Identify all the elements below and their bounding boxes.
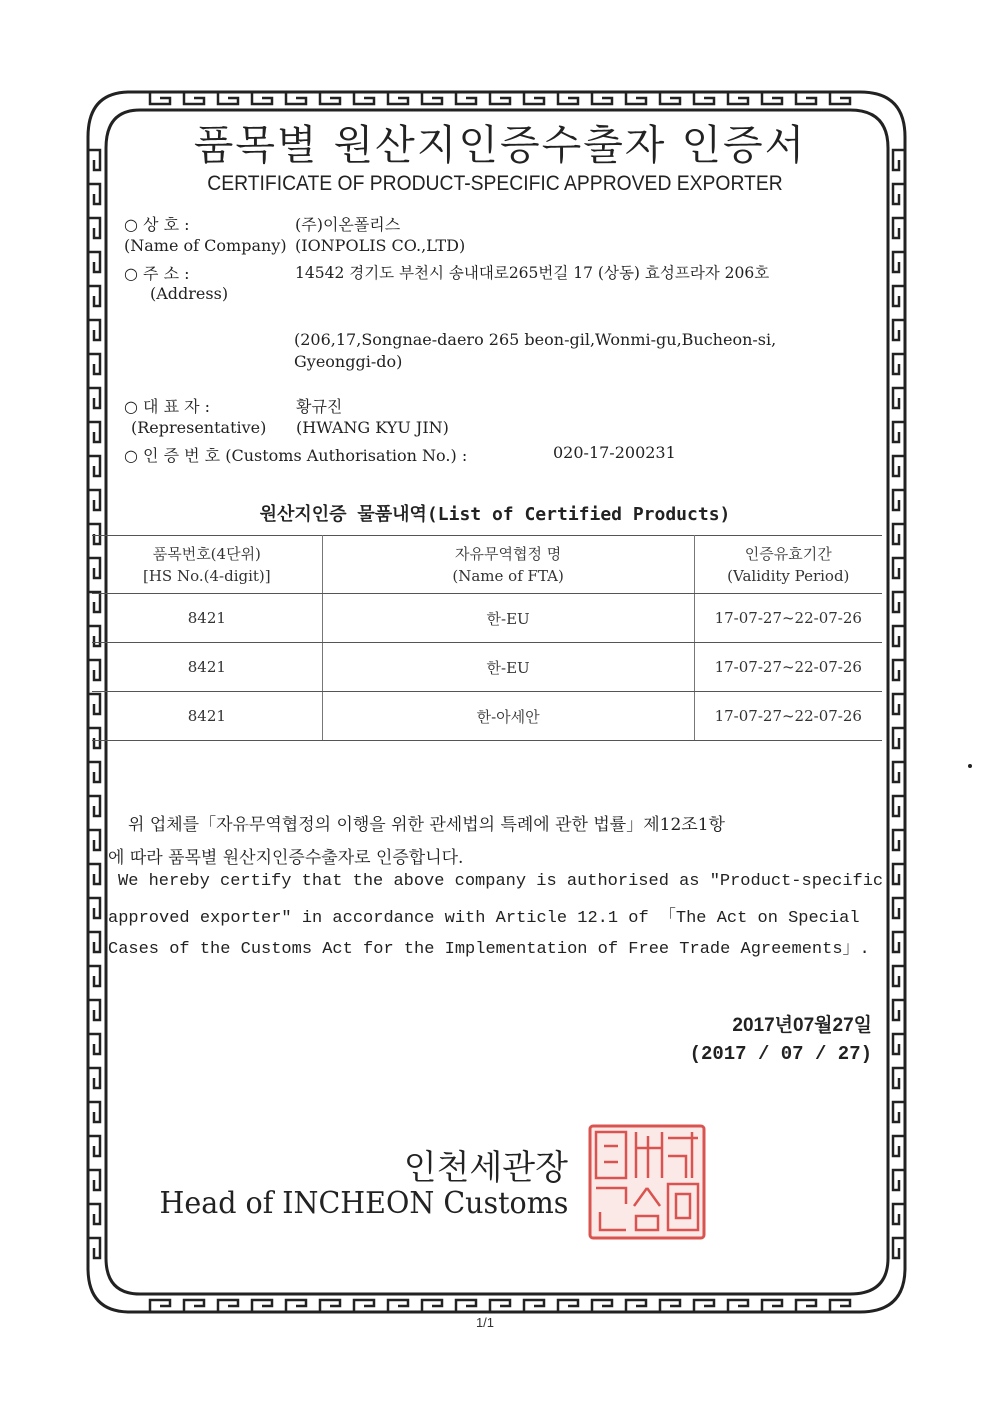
certified-products-table bbox=[92, 535, 882, 741]
official-seal-stamp bbox=[588, 1124, 706, 1240]
fta-name-cell: 한-아세안 bbox=[322, 692, 694, 741]
address-value-ko: 14542 경기도 부천시 송내대로265번길 17 (상동) 효성프라자 206호 bbox=[295, 264, 770, 282]
table-row bbox=[92, 643, 882, 692]
header-fta-en: (Name of FTA) bbox=[452, 566, 564, 585]
representative-value-en: (HWANG KYU JIN) bbox=[296, 418, 449, 437]
representative-value-ko: 황규진 bbox=[296, 397, 343, 416]
statement-en-line2: approved exporter" in accordance with Article 12.1 of 「The Act on Special bbox=[108, 909, 860, 928]
page-number: 1/1 bbox=[475, 1315, 495, 1330]
fta-name-cell: 한-EU bbox=[322, 643, 694, 692]
fta-name-cell: 한-EU bbox=[322, 594, 694, 643]
header-validity-period bbox=[694, 536, 882, 594]
authorisation-label: ○ 인 증 번 호 (Customs Authorisation No.) : bbox=[124, 446, 468, 465]
header-period-en: (Validity Period) bbox=[727, 566, 850, 585]
table-row bbox=[92, 692, 882, 741]
representative-label-en: (Representative) bbox=[131, 418, 267, 437]
header-fta-ko: 자유무역협정 명 bbox=[455, 544, 562, 563]
certificate-title-ko: 품목별 원산지인증수출자 인증서 bbox=[193, 121, 807, 169]
statement-en-line1: We hereby certify that the above company is authorised as "Product-specific bbox=[118, 872, 884, 891]
header-hs-number bbox=[92, 536, 322, 594]
validity-period-cell: 17-07-27~22-07-26 bbox=[694, 692, 882, 741]
statement-ko-line1: 위 업체를「자유무역협정의 이행을 위한 관세법의 특례에 관한 법률」제12조1항 bbox=[128, 815, 725, 835]
company-label-ko: ○ 상 호 : bbox=[124, 215, 190, 234]
company-label-en: (Name of Company) bbox=[124, 236, 287, 255]
table-header-row bbox=[92, 536, 882, 594]
validity-period-cell: 17-07-27~22-07-26 bbox=[694, 643, 882, 692]
certificate-title-en: CERTIFICATE OF PRODUCT-SPECIFIC APPROVED EXPORTER bbox=[207, 172, 783, 195]
address-value-en-line1: (206,17,Songnae-daero 265 beon-gil,Wonmi-gu,Bucheon-si, bbox=[294, 330, 777, 349]
validity-period-cell: 17-07-27~22-07-26 bbox=[694, 594, 882, 643]
header-hs-en: [HS No.(4-digit)] bbox=[143, 566, 271, 585]
hs-number-cell: 8421 bbox=[92, 594, 322, 643]
header-fta-name bbox=[322, 536, 694, 594]
issue-date-numeric: (2017 / 07 / 27) bbox=[689, 1043, 872, 1065]
header-period-ko: 인증유효기간 bbox=[744, 544, 832, 563]
hs-number-cell: 8421 bbox=[92, 643, 322, 692]
representative-label-ko: ○ 대 표 자 : bbox=[124, 397, 211, 416]
signatory-en: Head of INCHEON Customs bbox=[159, 1186, 568, 1221]
statement-ko-line2: 에 따라 품목별 원산지인증수출자로 인증합니다. bbox=[108, 848, 464, 868]
address-label-en: (Address) bbox=[150, 284, 229, 303]
products-list-title: 원산지인증 물품내역(List of Certified Products) bbox=[259, 504, 731, 525]
issue-date-ko: 2017년07월27일 bbox=[732, 1015, 872, 1036]
hs-number-cell: 8421 bbox=[92, 692, 322, 741]
address-label-ko: ○ 주 소 : bbox=[124, 264, 190, 283]
header-hs-ko: 품목번호(4단위) bbox=[152, 544, 261, 563]
signatory-ko: 인천세관장 bbox=[403, 1148, 568, 1188]
table-row bbox=[92, 594, 882, 643]
statement-en-line3: Cases of the Customs Act for the Implementation of Free Trade Agreements」. bbox=[108, 940, 870, 959]
authorisation-number: 020-17-200231 bbox=[553, 443, 676, 462]
company-value-ko: (주)이온폴리스 bbox=[295, 215, 401, 234]
company-value-en: (IONPOLIS CO.,LTD) bbox=[295, 236, 466, 255]
address-value-en-line2: Gyeonggi-do) bbox=[294, 352, 403, 371]
stray-mark bbox=[968, 764, 972, 768]
